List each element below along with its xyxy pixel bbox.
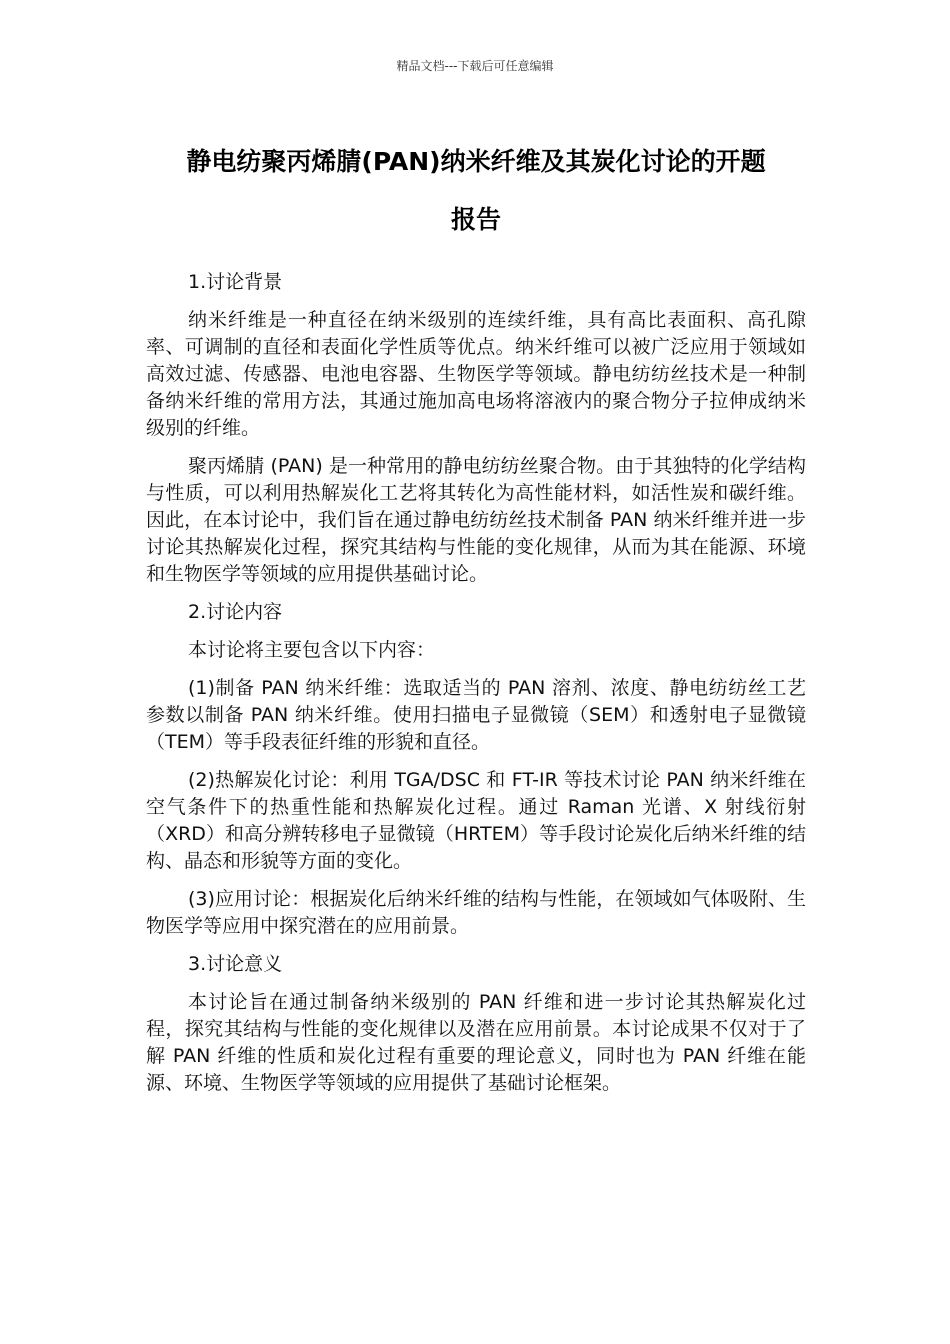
background-paragraph-2: 聚丙烯腈 (PAN) 是一种常用的静电纺纺丝聚合物。由于其独特的化学结构与性质，可以利用热解炭化工艺将其转化为高性能材料，如活性炭和碳纤维。因此，在本讨论中，我们旨在通过静电纺纺丝技术制备 PAN 纳米纤维并进一步讨论其热解炭化过程，探究其结构与性能的变化规律，从而为其在能源、环境和生物医学等领域的应用提供基础讨论。 — [146, 455, 806, 585]
background-paragraph-1: 纳米纤维是一种直径在纳米级别的连续纤维，具有高比表面积、高孔隙率、可调制的直径和表面化学性质等优点。纳米纤维可以被广泛应用于领域如高效过滤、传感器、电池电容器、生物医学等领域。静电纺纺丝技术是一种制备纳米纤维的常用方法，其通过施加高电场将溶液内的聚合物分子拉伸成纳米级别的纤维。 — [146, 309, 806, 439]
section-heading-content: 2.讨论内容 — [188, 601, 283, 623]
content-item-1: (1)制备 PAN 纳米纤维：选取适当的 PAN 溶剂、浓度、静电纺纺丝工艺参数以制备 PAN 纳米纤维。使用扫描电子显微镜（SEM）和透射电子显微镜（TEM）等手段表征纤维的形貌和直径。 — [146, 677, 806, 753]
section-heading-significance: 3.讨论意义 — [188, 953, 283, 975]
content-item-2: (2)热解炭化讨论：利用 TGA/DSC 和 FT-IR 等技术讨论 PAN 纳米纤维在空气条件下的热重性能和热解炭化过程。通过 Raman 光谱、X 射线衍射（XRD）和高分辨转移电子显微镜（HRTEM）等手段讨论炭化后纳米纤维的结构、晶态和形貌等方面的变化。 — [146, 769, 806, 872]
page-header-note: 精品文档---下载后可任意编辑 — [396, 59, 554, 73]
content-intro: 本讨论将主要包含以下内容： — [188, 639, 436, 661]
content-item-3: (3)应用讨论：根据炭化后纳米纤维的结构与性能，在领域如气体吸附、生物医学等应用中探究潜在的应用前景。 — [146, 888, 806, 937]
title-line-1: 静电纺聚丙烯腈(PAN)纳米纤维及其炭化讨论的开题 — [186, 147, 766, 176]
document-title — [146, 133, 806, 249]
significance-paragraph: 本讨论旨在通过制备纳米级别的 PAN 纤维和进一步讨论其热解炭化过程，探究其结构与性能的变化规律以及潜在应用前景。本讨论成果不仅对于了解 PAN 纤维的性质和炭化过程有重要的理论意义，同时也为 PAN 纤维在能源、环境、生物医学等领域的应用提供了基础讨论框架。 — [146, 991, 806, 1094]
section-heading-background: 1.讨论背景 — [188, 271, 283, 293]
title-line-2: 报告 — [450, 205, 501, 234]
document-body — [146, 269, 806, 1108]
